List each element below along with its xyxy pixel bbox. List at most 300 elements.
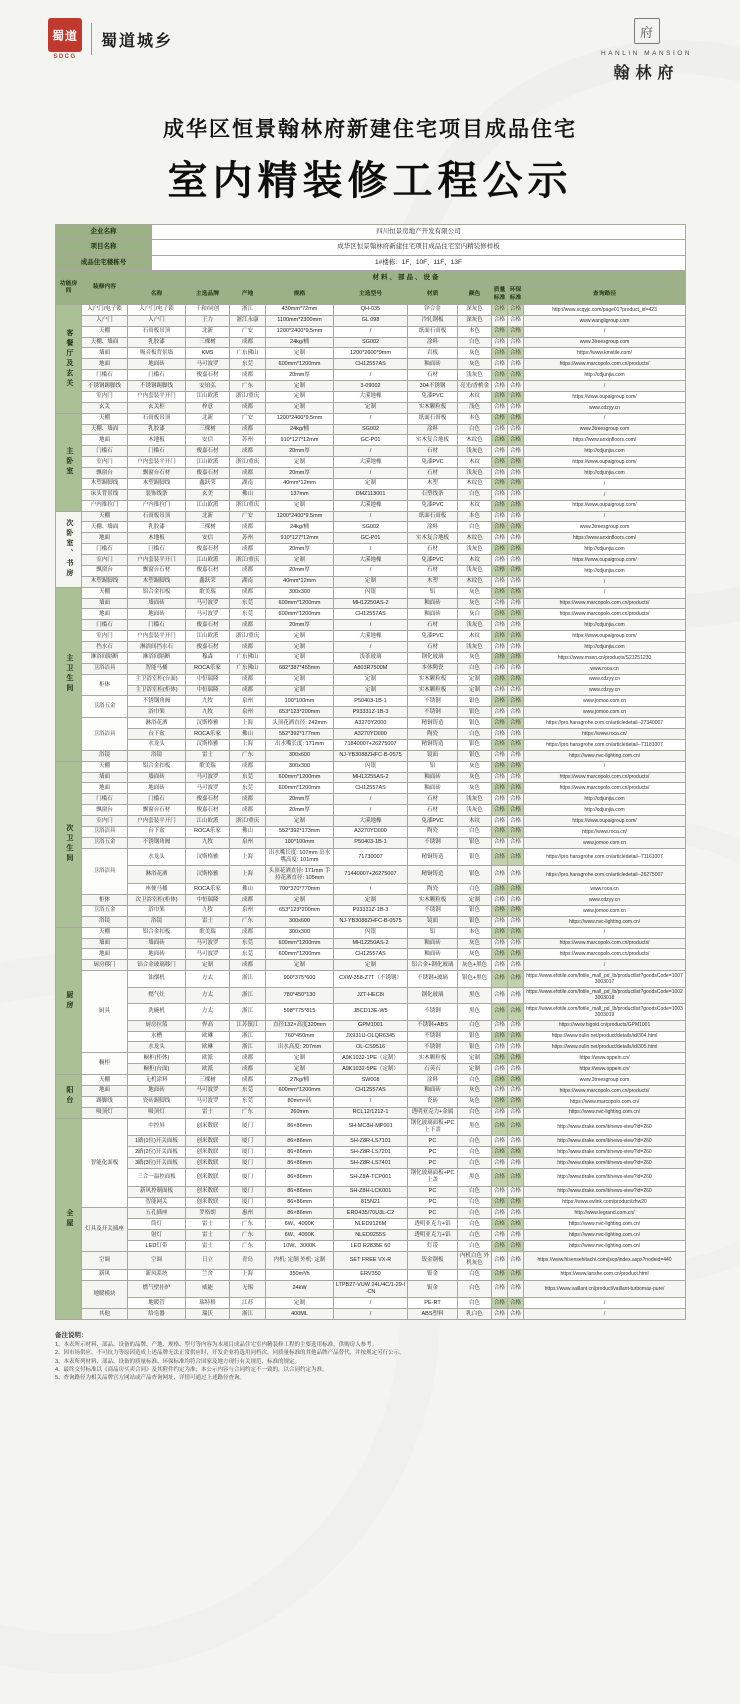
name-cell: 地暖管 — [128, 1298, 186, 1309]
env-pass-cell: 合格 — [508, 478, 524, 489]
content-label: 门槛石 — [82, 544, 128, 555]
name-cell: 淋浴花洒 — [128, 718, 186, 729]
sdcg-logo-sub: SDCG — [53, 54, 77, 60]
name-cell: 玄关柜 — [128, 402, 186, 413]
query-url-cell: http://www.drake.com/it/news-view?id=260 — [524, 1158, 686, 1169]
name-cell: 吸顶灯 — [128, 1107, 186, 1118]
origin-cell: 成都 — [230, 337, 266, 348]
quality-pass-cell: 合格 — [492, 1241, 508, 1252]
origin-cell: 广东佛山 — [230, 663, 266, 674]
env-pass-cell: 合格 — [508, 1186, 524, 1197]
quality-pass-cell: 合格 — [492, 522, 508, 533]
content-label: 木塑踢脚线 — [82, 576, 128, 587]
origin-cell: 江苏 — [230, 1298, 266, 1309]
query-url-cell: https://pro.hansgrohe.com.cn/articledetail--26275007 — [524, 866, 686, 884]
material-cell: 釉面砖 — [408, 949, 458, 960]
name-cell: 铝合金玻璃移门 — [128, 960, 186, 971]
env-pass-cell: 合格 — [508, 1230, 524, 1241]
env-pass-cell: 合格 — [508, 826, 524, 837]
material-cell: 镜面 — [408, 916, 458, 927]
quality-pass-cell: 合格 — [492, 652, 508, 663]
material-cell: 精铜铸造 — [408, 848, 458, 866]
material-cell: 石材 — [408, 620, 458, 631]
brand-cell: 江山欧派 — [186, 816, 230, 827]
query-url-cell: https://www.anxinfloors.com/ — [524, 435, 686, 446]
quality-pass-cell: 合格 — [492, 413, 508, 424]
info-value: 1#楼栋：1F、10F、11F、13F — [152, 255, 686, 270]
content-label: 天棚 — [82, 587, 128, 598]
quality-pass-cell: 合格 — [492, 1042, 508, 1053]
table-row — [56, 739, 686, 750]
page-title-line1: 成华区恒景翰林府新建住宅项目成品住宅 — [163, 118, 577, 141]
content-label: 地面 — [82, 949, 128, 960]
table-row — [56, 1208, 686, 1219]
quality-pass-cell: 合格 — [492, 1208, 508, 1219]
table-row — [56, 576, 686, 587]
brand-cell: 江山欧派 — [186, 631, 230, 642]
brand-cell: 雷士 — [186, 1219, 230, 1230]
material-cell: 免漆PVC — [408, 555, 458, 566]
content-label: 室内门 — [82, 816, 128, 827]
material-cell: 实木复合地板 — [408, 435, 458, 446]
name-cell: 射灯 — [128, 1230, 186, 1241]
name-cell: 智能马桶 — [128, 663, 186, 674]
quality-pass-cell: 合格 — [492, 1085, 508, 1096]
spec-cell: 600mm*1200mm — [266, 609, 334, 620]
brand-cell: 马可波罗 — [186, 1096, 230, 1107]
quality-pass-cell: 合格 — [492, 1158, 508, 1169]
brand-cell: 雷士 — [186, 1230, 230, 1241]
origin-cell: 青岛 — [230, 1251, 266, 1269]
table-row — [56, 391, 686, 402]
env-pass-cell: 合格 — [508, 522, 524, 533]
column-header-material: 材质 — [408, 285, 458, 304]
material-cell: 锌合金 — [408, 304, 458, 315]
name-cell: 石膏板吊顶 — [128, 511, 186, 522]
room-label: 阳台 — [56, 1075, 82, 1119]
spec-cell: 定制 — [266, 960, 334, 971]
brand-cell: 三棵树 — [186, 424, 230, 435]
model-cell: NLED9255S — [334, 1230, 408, 1241]
spec-cell: 598*775*815 — [266, 1004, 334, 1021]
origin-cell: 成都 — [230, 468, 266, 479]
origin-cell: 成都 — [230, 674, 266, 685]
name-cell: 户内套装平开门 — [128, 391, 186, 402]
table-row — [56, 225, 686, 240]
env-pass-cell: 合格 — [508, 1053, 524, 1064]
model-cell: SH-Z8R-LS7201 — [334, 1147, 408, 1158]
table-row — [56, 413, 686, 424]
env-pass-cell: 合格 — [508, 587, 524, 598]
color-cell: 灰色 — [458, 587, 492, 598]
spec-cell: 1200*2400*9.5mm — [266, 413, 334, 424]
origin-cell: 浙江 — [230, 1309, 266, 1320]
spec-cell: 6W、4000K — [266, 1230, 334, 1241]
brand-cell: 三棵树 — [186, 337, 230, 348]
spec-cell: 900*375*600 — [266, 971, 334, 988]
material-cell: 石塑线条 — [408, 489, 458, 500]
content-label: 墙面 — [82, 598, 128, 609]
env-pass-cell: 合格 — [508, 696, 524, 707]
table-row — [56, 1075, 686, 1086]
quality-pass-cell: 合格 — [492, 1186, 508, 1197]
note-item: 4、最终交付标准以《商品房买卖合同》及其附件约定为准；本公示内容与合同约定不一致的，以合同约定为准。 — [55, 1366, 328, 1373]
brand-cell: 欧琳 — [186, 1031, 230, 1042]
query-url-cell: https://www.vaillant.cn/product/vaillant-turbomax-pure/ — [524, 1280, 686, 1298]
spec-cell: 300x600 — [266, 750, 334, 761]
origin-cell: 成都 — [230, 805, 266, 816]
quality-pass-cell: 合格 — [492, 949, 508, 960]
spec-cell: 86×86mm — [266, 1136, 334, 1147]
origin-cell: 浙江 — [230, 1004, 266, 1021]
material-cell: 铝 — [408, 587, 458, 598]
quality-pass-cell: 合格 — [492, 1118, 508, 1136]
info-value: 成华区恒景翰林府新建住宅项目成品住宅室内精装修样板 — [152, 240, 686, 255]
origin-cell: 浙江/重庆 — [230, 631, 266, 642]
content-label: 门槛石 — [82, 446, 128, 457]
material-cell: 免漆PVC — [408, 391, 458, 402]
quality-pass-cell: 合格 — [492, 938, 508, 949]
column-header-spec: 规格 — [266, 285, 334, 304]
quality-pass-cell: 合格 — [492, 674, 508, 685]
content-label: 天棚、墙面 — [82, 522, 128, 533]
query-url-cell: https://www.lanshe.com.cn/product.html — [524, 1269, 686, 1280]
origin-cell: 成都 — [230, 446, 266, 457]
query-url-cell: www.cdzyy.cn — [524, 402, 686, 413]
env-pass-cell: 合格 — [508, 1004, 524, 1021]
origin-cell: 浙江/重庆 — [230, 816, 266, 827]
brand-cell: 汉斯格雅 — [186, 848, 230, 866]
spec-cell: 653*123*200mm — [266, 905, 334, 916]
color-cell: 黑色 — [458, 1004, 492, 1021]
env-pass-cell: 合格 — [508, 348, 524, 359]
content-label: 地面 — [82, 533, 128, 544]
quality-pass-cell: 合格 — [492, 739, 508, 750]
spec-cell: 1100mm*2300mm — [266, 315, 334, 326]
name-cell: 不锈钢角阀 — [128, 837, 186, 848]
model-cell: / — [334, 1309, 408, 1320]
query-url-cell: / — [524, 381, 686, 392]
material-cell: 铝合金+钢化玻璃 — [408, 960, 458, 971]
brand-cell: 创米数联 — [186, 1158, 230, 1169]
query-url-cell: / — [524, 1298, 686, 1309]
material-cell: 冷轧钢板 — [408, 315, 458, 326]
material-cell: 镜面 — [408, 750, 458, 761]
origin-cell: 成都 — [230, 927, 266, 938]
brand-cell: 北新 — [186, 413, 230, 424]
env-pass-cell: 合格 — [508, 1251, 524, 1269]
material-cell: 实木复合地板 — [408, 533, 458, 544]
model-cell: CXW-358-Z7T（不锈钢） — [334, 971, 408, 988]
query-url-cell: www.3treesgroup.com — [524, 1075, 686, 1086]
query-url-cell: https://www.marcopolo.com.cn/products/ — [524, 598, 686, 609]
brand-cell: 瑞特格 — [186, 1298, 230, 1309]
origin-cell: 浙江 — [230, 971, 266, 988]
env-pass-cell: 合格 — [508, 1269, 524, 1280]
origin-cell: 浙江 — [230, 987, 266, 1004]
env-pass-cell: 合格 — [508, 949, 524, 960]
quality-pass-cell: 合格 — [492, 478, 508, 489]
env-pass-cell: 合格 — [508, 1075, 524, 1086]
table-row — [56, 729, 686, 740]
color-cell: 银色+黑色 — [458, 971, 492, 988]
quality-pass-cell: 合格 — [492, 565, 508, 576]
note-item: 5、查询路径为相关品牌官方网站或产品查询网址，详情可通过上述路径查询。 — [55, 1375, 246, 1382]
brand-cell: 创米数联 — [186, 1197, 230, 1208]
origin-cell: 成都 — [230, 642, 266, 653]
material-cell: 免漆PVC — [408, 631, 458, 642]
color-cell: 黑色 — [458, 1118, 492, 1136]
model-cell: / — [334, 446, 408, 457]
content-label: 天棚 — [82, 927, 128, 938]
color-cell: 灰色 — [458, 652, 492, 663]
name-cell: 中控屏 — [128, 1118, 186, 1136]
name-cell: 入户门/电子锁 — [128, 304, 186, 315]
model-cell: SG002 — [334, 522, 408, 533]
name-cell: 淋浴间隔断 — [128, 652, 186, 663]
brand-cell: 瑞沃 — [186, 1309, 230, 1320]
name-cell: 户内推拉门 — [128, 500, 186, 511]
env-pass-cell: 合格 — [508, 960, 524, 971]
table-row — [56, 1186, 686, 1197]
content-label: 新风 — [82, 1269, 128, 1280]
color-cell: 白色 — [458, 337, 492, 348]
material-cell: 釉面砖 — [408, 359, 458, 370]
name-cell: 橱柜(台面) — [128, 1064, 186, 1075]
color-cell: 银色 — [458, 718, 492, 729]
model-cell: / — [334, 468, 408, 479]
table-row — [56, 960, 686, 971]
name-cell: 燃气壁挂炉 — [128, 1280, 186, 1298]
name-cell: 2路(2位)开关面板 — [128, 1147, 186, 1158]
origin-cell: 厦门 — [230, 1168, 266, 1186]
quality-pass-cell: 合格 — [492, 905, 508, 916]
table-row — [56, 1168, 686, 1186]
color-cell: 木纹色 — [458, 478, 492, 489]
env-pass-cell: 合格 — [508, 1298, 524, 1309]
table-row — [56, 987, 686, 1004]
name-cell: 墙面砖 — [128, 598, 186, 609]
env-pass-cell: 合格 — [508, 598, 524, 609]
spec-cell: 定制 — [266, 1053, 334, 1064]
content-label: 天棚 — [82, 761, 128, 772]
material-cell: 钢化玻璃 — [408, 987, 458, 1004]
material-cell: 本体陶瓷 — [408, 663, 458, 674]
spec-cell: 910*127*12mm — [266, 533, 334, 544]
brand-cell: 方太 — [186, 971, 230, 988]
brand-cell: 创米数联 — [186, 1118, 230, 1136]
brand-cell: 安信 — [186, 435, 230, 446]
origin-cell: 佛山 — [230, 884, 266, 895]
name-cell: 石膏板吊顶 — [128, 326, 186, 337]
env-pass-cell: 合格 — [508, 652, 524, 663]
origin-cell: 成都 — [230, 895, 266, 906]
room-label: 厨房 — [56, 927, 82, 1074]
model-cell: SET FREE VX-R — [334, 1251, 408, 1269]
quality-pass-cell: 合格 — [492, 1219, 508, 1230]
color-cell: 灰色 — [458, 598, 492, 609]
material-cell: PC — [408, 1158, 458, 1169]
material-cell: 石材 — [408, 446, 458, 457]
model-cell: / — [334, 1298, 408, 1309]
spec-cell: 24kg/桶 — [266, 424, 334, 435]
brand-cell: 中恒瑞隆 — [186, 674, 230, 685]
quality-pass-cell: 合格 — [492, 402, 508, 413]
brand-cell: 威能 — [186, 1280, 230, 1298]
model-cell: 定制 — [334, 478, 408, 489]
query-url-cell: www.3treesgroup.com — [524, 424, 686, 435]
spec-cell: 400ML — [266, 1309, 334, 1320]
group-header: 材料、部品、设备 — [128, 272, 686, 285]
table-row — [56, 1136, 686, 1147]
color-cell: 定制 — [458, 895, 492, 906]
table-row — [56, 826, 686, 837]
table-row — [56, 511, 686, 522]
note-item: 3、本表所列材料、部品、设备的质量标准、环保标准均符合国家及地方现行有关规范、标准的规定。 — [55, 1358, 301, 1365]
table-row — [56, 1118, 686, 1136]
origin-cell: 广东 — [230, 1219, 266, 1230]
brand-cell: 安铂弘 — [186, 381, 230, 392]
quality-pass-cell: 合格 — [492, 337, 508, 348]
content-label: 室内门 — [82, 457, 128, 468]
model-cell: / — [334, 620, 408, 631]
color-cell: 浅灰色 — [458, 565, 492, 576]
material-cell: 免漆PVC — [408, 457, 458, 468]
brand-cell: 方太 — [186, 1004, 230, 1021]
name-cell: 木塑踢脚线 — [128, 478, 186, 489]
origin-cell: 成都 — [230, 761, 266, 772]
material-cell: 不锈钢 — [408, 707, 458, 718]
spec-cell: 20mm厚 — [266, 446, 334, 457]
env-pass-cell: 合格 — [508, 1042, 524, 1053]
name-cell: 次卫浴室柜(柜体) — [128, 895, 186, 906]
quality-pass-cell: 合格 — [492, 761, 508, 772]
table-row — [56, 1269, 686, 1280]
content-label: 户内推拉门 — [82, 500, 128, 511]
name-cell: 墙面砖 — [128, 938, 186, 949]
notes-section — [55, 1330, 685, 1382]
material-cell: 钢化玻璃 — [408, 652, 458, 663]
model-cell: NJ-YB3088ZHFC-B-0575 — [334, 750, 408, 761]
model-cell: GC-P01 — [334, 435, 408, 446]
material-cell: 实木颗粒板 — [408, 895, 458, 906]
table-row — [56, 652, 686, 663]
material-cell: 釉面砖 — [408, 783, 458, 794]
query-url-cell: http://cdjunjia.com — [524, 805, 686, 816]
table-row — [56, 1085, 686, 1096]
model-cell: P93331Z-1B-3 — [334, 905, 408, 916]
model-cell: ERD435/70U3L-C2 — [334, 1208, 408, 1219]
material-cell: 钣金钢板 — [408, 1251, 458, 1269]
material-cell: 石材 — [408, 565, 458, 576]
origin-cell: 东莞 — [230, 598, 266, 609]
quality-pass-cell: 合格 — [492, 1053, 508, 1064]
color-cell: 浅灰色 — [458, 620, 492, 631]
content-label: 天棚 — [82, 1075, 128, 1086]
content-label: 地面 — [82, 359, 128, 370]
model-cell: 71840007+26275007 — [334, 739, 408, 750]
origin-cell: 浙江/重庆 — [230, 500, 266, 511]
query-url-cell: http://www.drake.com/it/news-view?id=260 — [524, 1147, 686, 1158]
spec-cell: 20mm厚 — [266, 620, 334, 631]
brand-cell: 方太 — [186, 987, 230, 1004]
table-row — [56, 1241, 686, 1252]
material-cell: 透明亚克力+铝 — [408, 1230, 458, 1241]
env-pass-cell: 合格 — [508, 663, 524, 674]
query-url-cell: http://cdjunjia.com — [524, 544, 686, 555]
brand-cell: ROCA乐家 — [186, 884, 230, 895]
name-cell: 3路(3位)开关面板 — [128, 1158, 186, 1169]
note-item: 2、因市场供应、不可抗力等原因造成上述品牌无法正常供应时，开发企业将选用同档次、同质量标准的其他品牌产品替代，并按规定另行公示。 — [55, 1350, 405, 1357]
column-header-url: 查询路径 — [524, 285, 686, 304]
env-pass-cell: 合格 — [508, 381, 524, 392]
query-url-cell: / — [524, 511, 686, 522]
origin-cell: 广安 — [230, 413, 266, 424]
spec-cell: 682*387*455mm — [266, 663, 334, 674]
spec-cell: 80mm×砖 — [266, 1096, 334, 1107]
brand-cell: 江山欧派 — [186, 457, 230, 468]
query-url-cell: www.3treesgroup.com — [524, 337, 686, 348]
quality-pass-cell: 合格 — [492, 315, 508, 326]
table-row — [56, 620, 686, 631]
query-url-cell: https://www.marcopolo.com.cn/ — [524, 1096, 686, 1107]
model-cell: LED R2835E 60 — [334, 1241, 408, 1252]
spec-cell: 600mm*1200mm — [266, 359, 334, 370]
brand-cell: 鑫跃荣 — [186, 478, 230, 489]
color-cell: 灰色 — [458, 761, 492, 772]
quality-pass-cell: 合格 — [492, 1230, 508, 1241]
color-cell: 白色 — [458, 1147, 492, 1158]
env-pass-cell: 合格 — [508, 848, 524, 866]
column-header-content: 装修内容 — [82, 272, 128, 305]
table-row — [56, 255, 686, 270]
hanlin-seal-icon: 府 — [634, 18, 660, 44]
env-pass-cell: 合格 — [508, 1064, 524, 1075]
query-url-cell: https://www.nvc-lighting.com.cn/ — [524, 916, 686, 927]
model-cell: / — [334, 326, 408, 337]
content-label: 天棚 — [82, 511, 128, 522]
query-url-cell: www.roca.cn — [524, 884, 686, 895]
query-url-cell: https://www.evlink.com/product/zhw20 — [524, 1197, 686, 1208]
color-cell: 银色 — [458, 696, 492, 707]
material-cell: 釉面砖 — [408, 772, 458, 783]
room-label: 主卫生间 — [56, 587, 82, 761]
query-url-cell: https://www.efotile.com/fotile_mall_pd_lb/productlist?goodsCode=10033003019 — [524, 1004, 686, 1021]
quality-pass-cell: 合格 — [492, 987, 508, 1004]
content-label: 木塑踢脚线 — [82, 478, 128, 489]
content-label: 入户门 — [82, 315, 128, 326]
hanlin-logo — [601, 18, 692, 83]
name-cell: 地面砖 — [128, 949, 186, 960]
query-url-cell: https://www.hisensehitachi.com/jscp/index.aspx?nodeid=440 — [524, 1251, 686, 1269]
model-cell: CH12557AS — [334, 1085, 408, 1096]
origin-cell: 佛山 — [230, 826, 266, 837]
brand-cell: 九牧 — [186, 905, 230, 916]
quality-pass-cell: 合格 — [492, 576, 508, 587]
name-cell: 吸音板背景墙 — [128, 348, 186, 359]
name-cell: 浴镜 — [128, 916, 186, 927]
spec-cell: 86×86mm — [266, 1118, 334, 1136]
spec-cell: 100*100mm — [266, 696, 334, 707]
env-pass-cell: 合格 — [508, 729, 524, 740]
content-label: 卫浴五金 — [82, 837, 128, 848]
color-cell: 灰色 — [458, 949, 492, 960]
brand-cell: 马可波罗 — [186, 772, 230, 783]
env-pass-cell: 合格 — [508, 905, 524, 916]
name-cell: 装饰线条 — [128, 489, 186, 500]
env-pass-cell: 合格 — [508, 971, 524, 988]
color-cell: 浅色 — [458, 402, 492, 413]
